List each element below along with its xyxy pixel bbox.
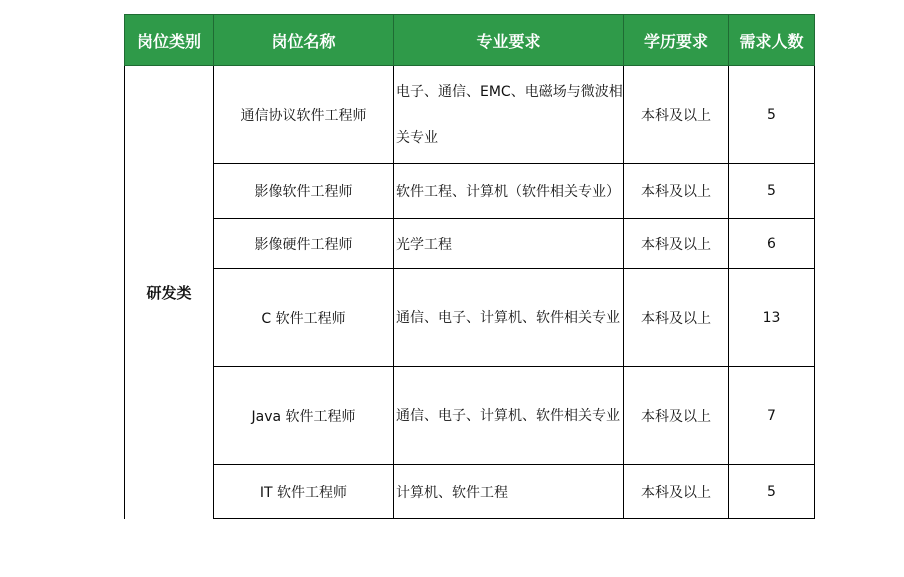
recruitment-table-container (124, 14, 815, 519)
count-cell: 6 (729, 219, 815, 269)
education-cell: 本科及以上 (624, 66, 729, 164)
count-cell: 7 (729, 367, 815, 465)
count-cell: 5 (729, 465, 815, 519)
education-cell: 本科及以上 (624, 465, 729, 519)
table-row (125, 66, 815, 164)
major-cell: 计算机、软件工程 (394, 465, 624, 519)
recruitment-table (124, 14, 815, 519)
count-cell: 5 (729, 66, 815, 164)
table-row (125, 269, 815, 367)
table-row (125, 164, 815, 219)
header-position: 岗位名称 (214, 15, 394, 66)
header-education: 学历要求 (624, 15, 729, 66)
position-cell: IT 软件工程师 (214, 465, 394, 519)
header-major: 专业要求 (394, 15, 624, 66)
table-row (125, 465, 815, 519)
position-cell: C 软件工程师 (214, 269, 394, 367)
education-cell: 本科及以上 (624, 164, 729, 219)
table-row (125, 219, 815, 269)
major-cell: 电子、通信、EMC、电磁场与微波相关专业 (394, 66, 624, 164)
table-header-row (125, 15, 815, 66)
education-cell: 本科及以上 (624, 367, 729, 465)
position-cell: Java 软件工程师 (214, 367, 394, 465)
major-cell: 软件工程、计算机（软件相关专业） (394, 164, 624, 219)
major-cell: 通信、电子、计算机、软件相关专业 (394, 367, 624, 465)
major-cell: 光学工程 (394, 219, 624, 269)
table-row (125, 367, 815, 465)
education-cell: 本科及以上 (624, 269, 729, 367)
category-cell: 研发类 (125, 66, 214, 519)
position-cell: 影像硬件工程师 (214, 219, 394, 269)
header-count: 需求人数 (729, 15, 815, 66)
education-cell: 本科及以上 (624, 219, 729, 269)
position-cell: 影像软件工程师 (214, 164, 394, 219)
count-cell: 13 (729, 269, 815, 367)
header-category: 岗位类别 (125, 15, 214, 66)
major-cell: 通信、电子、计算机、软件相关专业 (394, 269, 624, 367)
position-cell: 通信协议软件工程师 (214, 66, 394, 164)
count-cell: 5 (729, 164, 815, 219)
